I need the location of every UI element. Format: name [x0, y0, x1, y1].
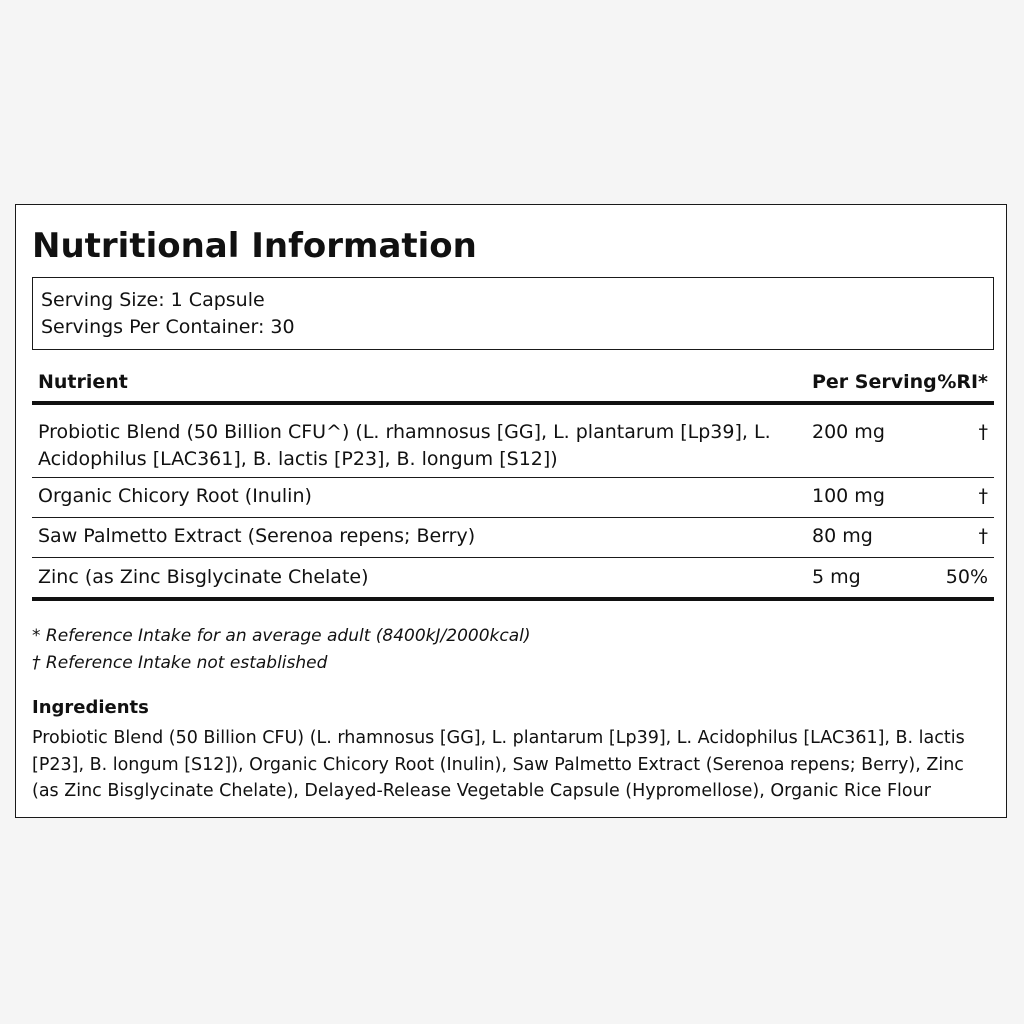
nutrient-amount: 5 mg: [812, 566, 861, 588]
table-row: [32, 478, 994, 518]
nutrient-ri: †: [978, 525, 988, 547]
panel-title: Nutritional Information: [32, 226, 477, 266]
servings-per-container: Servings Per Container: 30: [41, 316, 295, 338]
nutrient-ri: †: [978, 485, 988, 507]
nutrient-name: Probiotic Blend (50 Billion CFU^) (L. rhamnosus [GG], L. plantarum [Lp39], L. Acidophilus [LAC361], B. lactis [P23], B. longum [S12]): [38, 421, 771, 470]
serving-info-box: [32, 277, 994, 350]
nutrient-ri: †: [978, 421, 988, 443]
nutrient-name: Zinc (as Zinc Bisglycinate Chelate): [38, 566, 369, 588]
table-row: [32, 518, 994, 558]
ingredients-text: Probiotic Blend (50 Billion CFU) (L. rhamnosus [GG], L. plantarum [Lp39], L. Acidophilus [LAC361], B. lactis [P23], B. longum [S12]), Organic Chicory Root (Inulin), Saw Palmetto Extract (Serenoa repens; Berry), Zinc (as Zinc Bisglycinate Chelate), Delayed-Release Vegetable Capsule (Hypromellose), Organic Rice Flour: [32, 728, 965, 801]
nutrient-name: Saw Palmetto Extract (Serenoa repens; Berry): [38, 525, 476, 547]
nutrient-amount: 200 mg: [812, 421, 885, 443]
nutrient-table: [32, 365, 994, 601]
serving-size: Serving Size: 1 Capsule: [41, 289, 265, 311]
footnotes: [32, 623, 531, 677]
ingredients-title: Ingredients: [32, 697, 149, 718]
nutrient-ri: 50%: [945, 566, 988, 588]
header-ri: %RI*: [937, 371, 988, 393]
nutrition-panel: [15, 204, 1007, 818]
table-header: [32, 365, 994, 405]
nutrient-amount: 100 mg: [812, 485, 885, 507]
nutrient-amount: 80 mg: [812, 525, 873, 547]
table-row: [32, 558, 994, 601]
header-nutrient: Nutrient: [38, 371, 128, 393]
header-per-serving: Per Serving: [812, 371, 937, 393]
nutrient-name: Organic Chicory Root (Inulin): [38, 485, 312, 507]
footnote-reference-intake: * Reference Intake for an average adult (8400kJ/2000kcal): [32, 626, 531, 646]
table-row: [32, 405, 994, 478]
footnote-not-established: † Reference Intake not established: [32, 653, 328, 673]
